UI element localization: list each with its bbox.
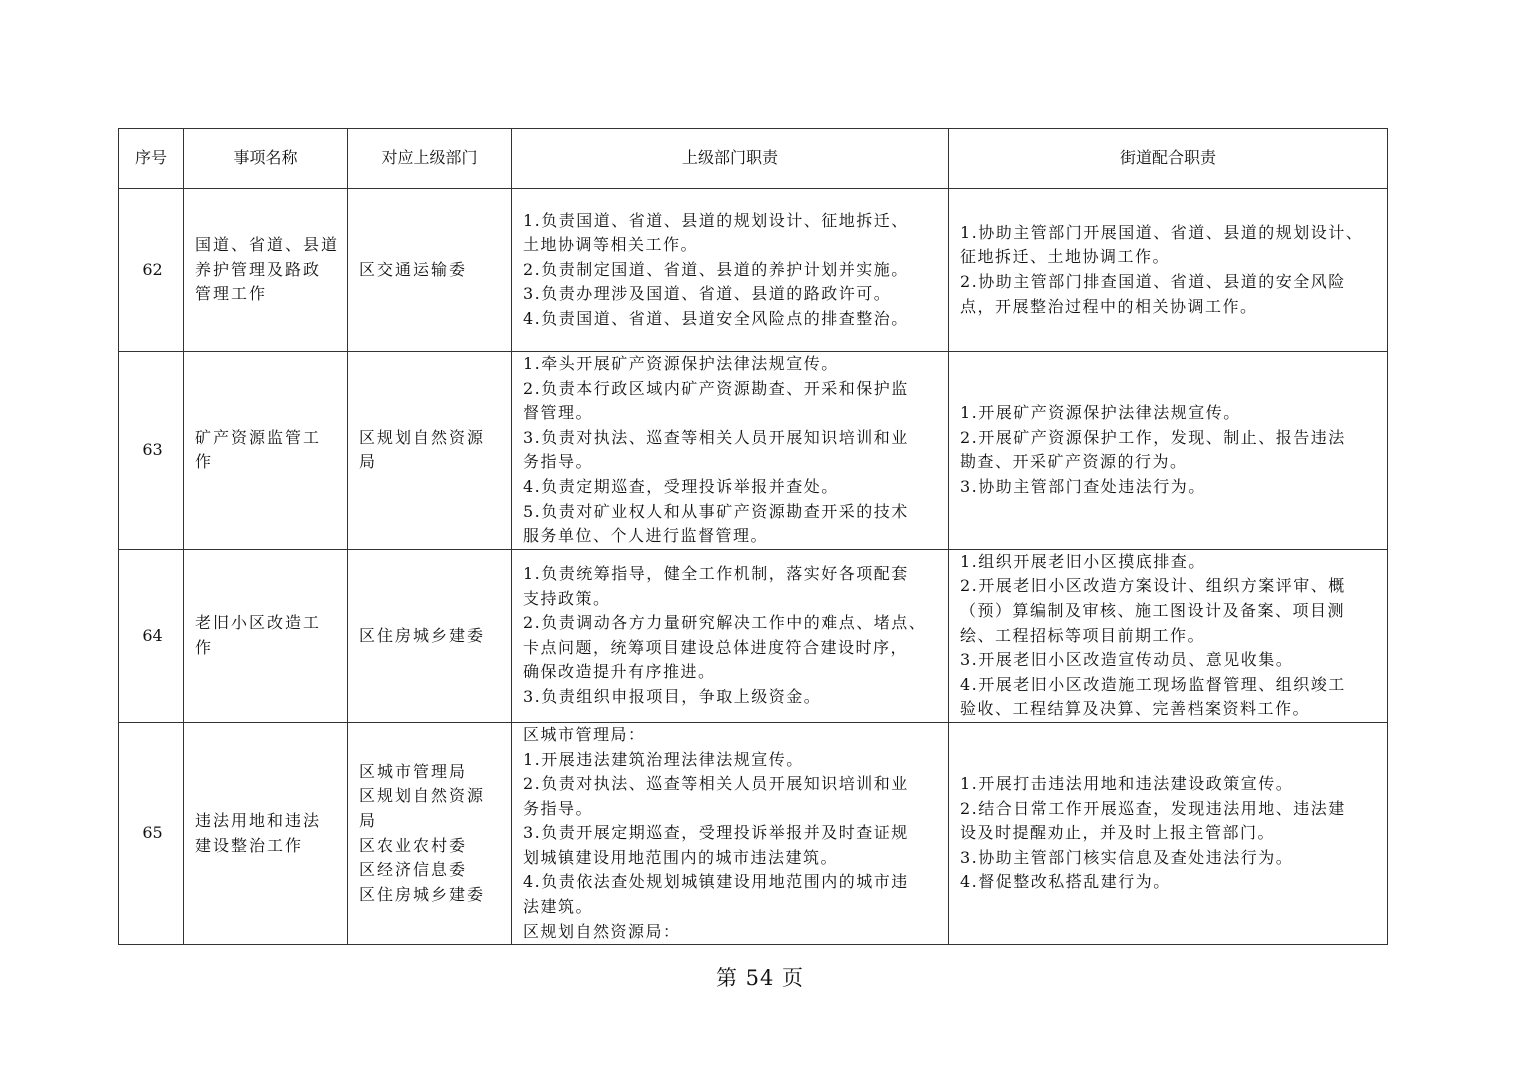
row-number: 63 bbox=[119, 352, 184, 550]
text-line: 1.开展矿产资源保护法律法规宣传。 bbox=[960, 403, 1241, 423]
table-row bbox=[119, 549, 1388, 722]
text-line: 1.负责统筹指导，健全工作机制，落实好各项配套 bbox=[523, 564, 909, 584]
text-line: 1.负责国道、省道、县道的规划设计、征地拆迁、 bbox=[523, 210, 909, 230]
text-line: 区交通运输委 bbox=[359, 259, 468, 279]
text-line: 管理工作 bbox=[195, 284, 268, 304]
superior-duties-cell bbox=[512, 189, 949, 352]
header-item-name: 事项名称 bbox=[184, 129, 348, 189]
text-line: 区规划自然资源 bbox=[359, 786, 486, 806]
superior-duties-cell bbox=[512, 722, 949, 944]
text-line: 3.负责开展定期巡查，受理投诉举报并及时查证规 bbox=[523, 823, 909, 843]
text-line: 建设整治工作 bbox=[195, 835, 304, 855]
text-line: 区经济信息委 bbox=[359, 860, 468, 880]
text-line: 2.结合日常工作开展巡查，发现违法用地、违法建 bbox=[960, 798, 1346, 818]
text-line: 区农业农村委 bbox=[359, 835, 468, 855]
table-row bbox=[119, 189, 1388, 352]
text-line: 支持政策。 bbox=[523, 588, 611, 608]
row-number: 65 bbox=[119, 722, 184, 944]
table-header-row bbox=[119, 129, 1388, 189]
item-name-cell bbox=[184, 352, 348, 550]
text-line: 绘、工程招标等项目前期工作。 bbox=[960, 625, 1206, 645]
department-cell bbox=[348, 722, 512, 944]
text-line: 矿产资源监管工 bbox=[195, 427, 322, 447]
text-line: 区城市管理局 bbox=[359, 761, 468, 781]
text-line: 区城市管理局： bbox=[523, 724, 646, 744]
text-line: 验收、工程结算及决算、完善档案资料工作。 bbox=[960, 699, 1311, 719]
text-line: 法建筑。 bbox=[523, 897, 594, 917]
department-cell bbox=[348, 352, 512, 550]
text-line: 土地协调等相关工作。 bbox=[523, 235, 699, 255]
text-line: 1.开展打击违法用地和违法建设政策宣传。 bbox=[960, 774, 1294, 794]
text-line: 1.组织开展老旧小区摸底排查。 bbox=[960, 551, 1206, 571]
text-line: 国道、省道、县道 bbox=[195, 235, 340, 255]
text-line: 服务单位、个人进行监督管理。 bbox=[523, 526, 769, 546]
text-line: 划城镇建设用地范围内的城市违法建筑。 bbox=[523, 847, 839, 867]
text-line: 督管理。 bbox=[523, 403, 594, 423]
text-line: 务指导。 bbox=[523, 798, 594, 818]
superior-duties-cell bbox=[512, 352, 949, 550]
text-line: 2.负责制定国道、省道、县道的养护计划并实施。 bbox=[523, 259, 909, 279]
text-line: 卡点问题，统筹项目建设总体进度符合建设时序， bbox=[523, 637, 909, 657]
text-line: 3.协助主管部门查处违法行为。 bbox=[960, 476, 1206, 496]
item-name-cell bbox=[184, 189, 348, 352]
text-line: 4.督促整改私搭乱建行为。 bbox=[960, 872, 1171, 892]
text-line: 区住房城乡建委 bbox=[359, 884, 486, 904]
department-cell bbox=[348, 549, 512, 722]
text-line: 局 bbox=[359, 452, 378, 472]
department-cell bbox=[348, 189, 512, 352]
text-line: 设及时提醒劝止，并及时上报主管部门。 bbox=[960, 823, 1276, 843]
text-line: 2.负责本行政区域内矿产资源勘查、开采和保护监 bbox=[523, 378, 909, 398]
row-number: 62 bbox=[119, 189, 184, 352]
text-line: 5.负责对矿业权人和从事矿产资源勘查开采的技术 bbox=[523, 501, 909, 521]
text-line: 2.开展老旧小区改造方案设计、组织方案评审、概 bbox=[960, 576, 1346, 596]
page-number: 第 54 页 bbox=[715, 966, 805, 990]
text-line: 3.开展老旧小区改造宣传动员、意见收集。 bbox=[960, 650, 1294, 670]
text-line: 2.负责对执法、巡查等相关人员开展知识培训和业 bbox=[523, 774, 909, 794]
responsibility-table bbox=[118, 128, 1388, 945]
street-duties-cell bbox=[949, 722, 1388, 944]
text-line: 确保改造提升有序推进。 bbox=[523, 662, 716, 682]
text-line: 1.协助主管部门开展国道、省道、县道的规划设计、 bbox=[960, 222, 1364, 242]
text-line: 2.协助主管部门排查国道、省道、县道的安全风险 bbox=[960, 272, 1346, 291]
text-line: 点，开展整治过程中的相关协调工作。 bbox=[960, 296, 1258, 316]
text-line: 4.负责定期巡查，受理投诉举报并查处。 bbox=[523, 476, 839, 496]
text-line: 3.负责办理涉及国道、省道、县道的路政许可。 bbox=[523, 284, 892, 304]
table-row bbox=[119, 352, 1388, 550]
street-duties-cell bbox=[949, 352, 1388, 550]
text-line: 3.协助主管部门核实信息及查处违法行为。 bbox=[960, 847, 1294, 867]
header-superior-department: 对应上级部门 bbox=[348, 129, 512, 189]
superior-duties-cell bbox=[512, 549, 949, 722]
text-line: 作 bbox=[195, 452, 214, 472]
item-name-cell bbox=[184, 549, 348, 722]
text-line: 2.负责调动各方力量研究解决工作中的难点、堵点、 bbox=[523, 613, 927, 633]
text-line: 区规划自然资源局： bbox=[523, 921, 681, 941]
text-line: 3.负责对执法、巡查等相关人员开展知识培训和业 bbox=[523, 427, 909, 447]
text-line: 违法用地和违法 bbox=[195, 810, 322, 830]
item-name-cell bbox=[184, 722, 348, 944]
text-line: 务指导。 bbox=[523, 452, 594, 472]
text-line: 4.负责国道、省道、县道安全风险点的排查整治。 bbox=[523, 308, 909, 328]
text-line: 2.开展矿产资源保护工作，发现、制止、报告违法 bbox=[960, 427, 1346, 447]
text-line: 3.负责组织申报项目，争取上级资金。 bbox=[523, 687, 822, 707]
text-line: 4.开展老旧小区改造施工现场监督管理、组织竣工 bbox=[960, 674, 1346, 694]
text-line: 4.负责依法查处规划城镇建设用地范围内的城市违 bbox=[523, 872, 909, 892]
table-row bbox=[119, 722, 1388, 944]
text-line: 区住房城乡建委 bbox=[359, 625, 486, 645]
text-line: 老旧小区改造工 bbox=[195, 613, 322, 633]
street-duties-cell bbox=[949, 549, 1388, 722]
header-street-duties: 街道配合职责 bbox=[949, 129, 1388, 189]
street-duties-cell bbox=[949, 189, 1388, 352]
header-number: 序号 bbox=[119, 129, 184, 189]
text-line: 作 bbox=[195, 637, 214, 657]
text-line: 1.牵头开展矿产资源保护法律法规宣传。 bbox=[523, 354, 839, 373]
text-line: 区规划自然资源 bbox=[359, 427, 486, 447]
header-superior-duties: 上级部门职责 bbox=[512, 129, 949, 189]
text-line: 1.开展违法建筑治理法律法规宣传。 bbox=[523, 749, 804, 769]
text-line: （预）算编制及审核、施工图设计及备案、项目测 bbox=[960, 600, 1346, 620]
text-line: 局 bbox=[359, 810, 378, 830]
text-line: 养护管理及路政 bbox=[195, 259, 322, 279]
text-line: 勘查、开采矿产资源的行为。 bbox=[960, 452, 1188, 472]
text-line: 征地拆迁、土地协调工作。 bbox=[960, 247, 1171, 267]
row-number: 64 bbox=[119, 549, 184, 722]
